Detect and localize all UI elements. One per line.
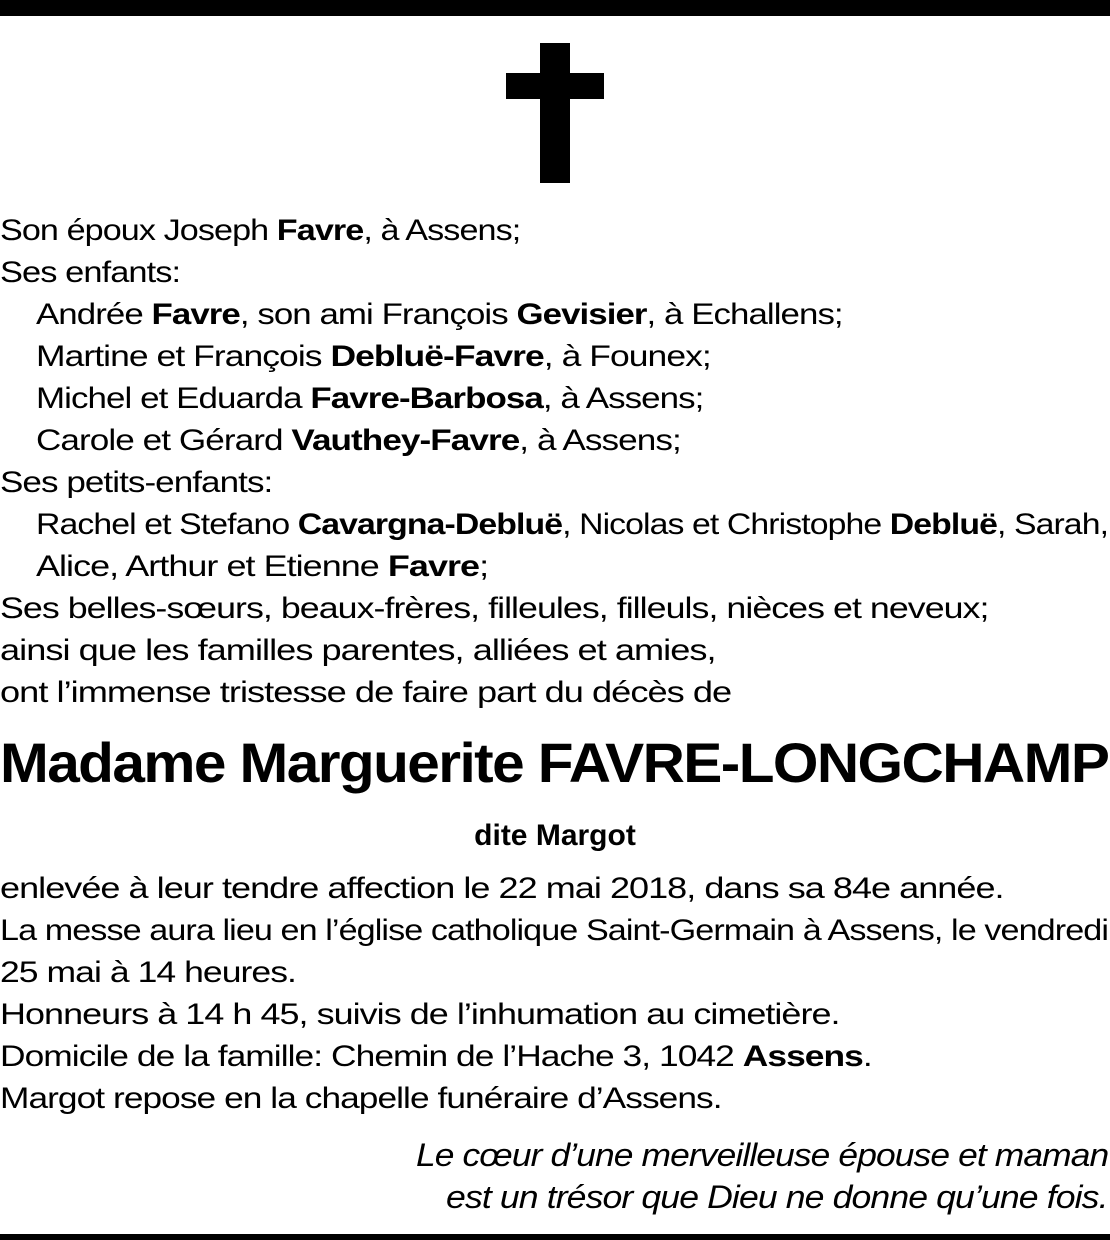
deceased-name: Madame Marguerite FAVRE-LONGCHAMP: [0, 731, 1109, 794]
intro-line-grandchildren-heading: Ses petits-enfants:: [0, 466, 273, 499]
intro-line-announcement: ont l’immense tristesse de faire part du décès de: [0, 676, 732, 709]
details-line-date: enlevée à leur tendre affection le 22 mai 2018, dans sa 84e année.: [0, 872, 1004, 905]
intro-line-child-3: Michel et Eduarda Favre-Barbosa, à Assens;: [36, 382, 704, 415]
intro-line-spouse: Son époux Joseph Favre, à Assens;: [0, 214, 521, 247]
top-border-rule: [0, 0, 1110, 16]
details-line-mass: La messe aura lieu en l’église catholique Saint-Germain à Assens, le vendredi: [0, 914, 1109, 947]
intro-line-grandchildren-2: Alice, Arthur et Etienne Favre;: [36, 550, 489, 583]
intro-line-child-2: Martine et François Debluë-Favre, à Founex;: [36, 340, 711, 373]
deceased-nickname: dite Margot: [474, 819, 636, 852]
intro-line-extended-family: Ses belles-sœurs, beaux-frères, filleules, filleuls, nièces et neveux;: [0, 592, 989, 625]
intro-line-grandchildren-1: Rachel et Stefano Cavargna-Debluë, Nicolas et Christophe Debluë, Sarah,: [36, 508, 1109, 541]
details-line-mass-time: 25 mai à 14 heures.: [0, 956, 296, 989]
intro-line-families: ainsi que les familles parentes, alliées et amies,: [0, 634, 716, 667]
details-line-chapel: Margot repose en la chapelle funéraire d’Assens.: [0, 1082, 722, 1115]
details-line-honors: Honneurs à 14 h 45, suivis de l’inhumation au cimetière.: [0, 998, 840, 1031]
quote-line-1: Le cœur d’une merveilleuse épouse et maman: [415, 1137, 1108, 1173]
cross-icon: [506, 43, 604, 183]
quote-line-2: est un trésor que Dieu ne donne qu’une fois.: [446, 1179, 1108, 1215]
intro-line-children-heading: Ses enfants:: [0, 256, 181, 289]
intro-line-child-4: Carole et Gérard Vauthey-Favre, à Assens;: [36, 424, 681, 457]
details-line-domicile: Domicile de la famille: Chemin de l’Hache 3, 1042 Assens.: [0, 1040, 872, 1073]
intro-line-child-1: Andrée Favre, son ami François Gevisier, à Echallens;: [36, 298, 843, 331]
bottom-border-rule: [0, 1234, 1110, 1240]
